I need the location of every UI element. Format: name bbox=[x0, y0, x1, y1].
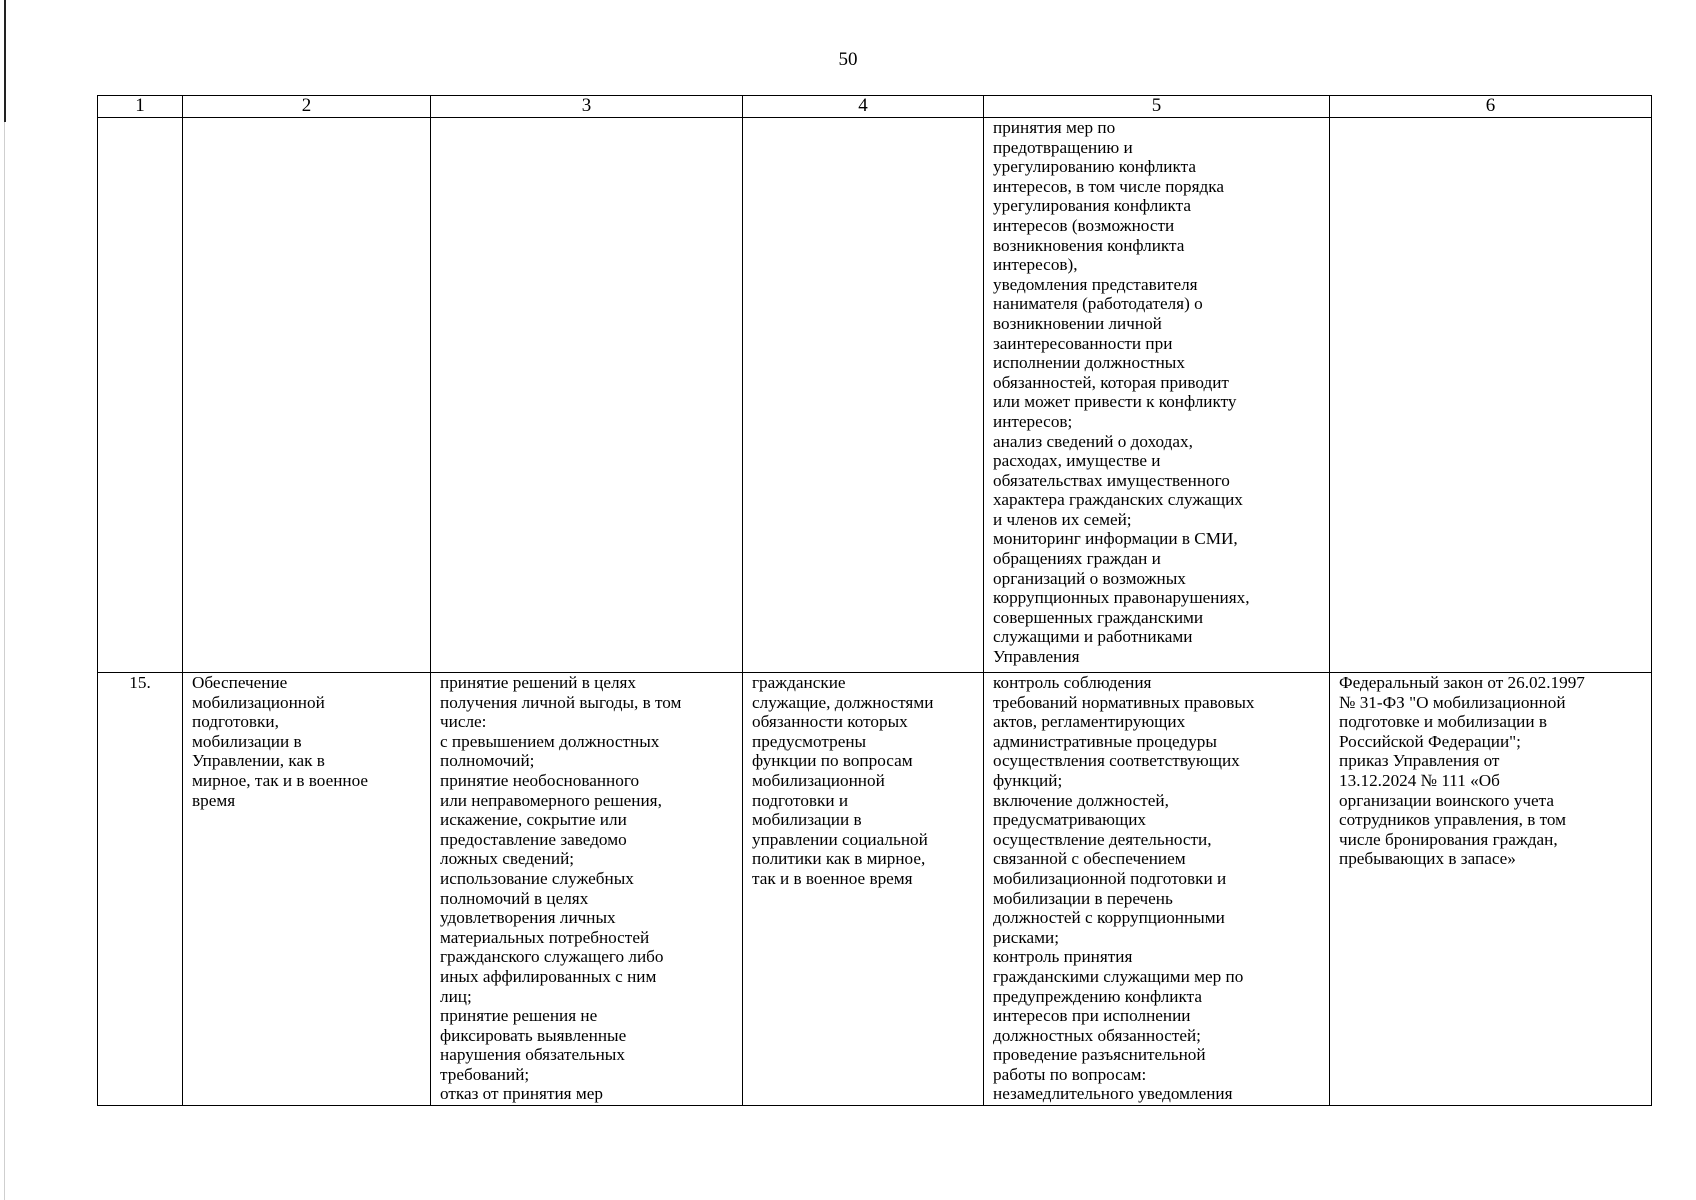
risks-text: принятие решений в целях получения личной выгоды, в том числе: с превышением должностных полномочий; принятие необоснованного или неправомерного решения, искажение, сокрытие или предоставление заведомо ложных сведений; использование служебных полномочий в целях удовлетворения личных материальных потребностей гражданского служащего либо иных аффилированных с ним лиц; принятие решения не фиксировать выявленные нарушения обязательных требований; отказ от принятия мер bbox=[440, 673, 682, 1104]
risk-area-text: Обеспечение мобилизационной подготовки, мобилизации в Управлении, как в мирное, так и в военное время bbox=[192, 673, 369, 810]
positions-cell bbox=[743, 673, 984, 1106]
measures-text: контроль соблюдения требований нормативных правовых актов, регламентирующих административные процедуры осуществления соответствующих функций; включение должностей, предусматривающих осуществление деятельности, связанной с обеспечением мобилизационной подготовки и мобилизации в перечень должностей с коррупционными рисками; контроль принятия гражданскими служащими мер по предупреждению конфликта интересов при исполнении должностных обязанностей; проведение разъяснительной работы по вопросам: незамедлительного уведомления bbox=[993, 673, 1255, 1104]
column-header: 6 bbox=[1330, 96, 1652, 118]
legal-basis-cell bbox=[1330, 673, 1652, 1106]
page-number: 50 bbox=[838, 49, 858, 70]
row-number: 15. bbox=[98, 673, 183, 1106]
column-header: 3 bbox=[431, 96, 743, 118]
risk-area-cell bbox=[183, 673, 431, 1106]
table-row bbox=[98, 118, 1652, 673]
column-header: 1 bbox=[98, 96, 183, 118]
risks-cell bbox=[431, 673, 743, 1106]
measures-text: принятия мер по предотвращению и урегулированию конфликта интересов, в том числе порядка урегулирования конфликта интересов (возможности возникновения конфликта интересов), уведомления представителя нанимателя (работодателя) о возникновении личной заинтересованности при исполнении должностных обязанностей, которая приводит или может привести к конфликту интересов; анализ сведений о доходах, расходах, имуществе и обязательствах имущественного характера гражданских служащих и членов их семей; мониторинг информации в СМИ, обращениях граждан и организаций о возможных коррупционных правонарушениях, совершенных гражданскими служащими и работниками Управления bbox=[993, 118, 1250, 667]
risk-area-cell bbox=[183, 118, 431, 673]
binding-edge-shadow bbox=[4, 122, 5, 1200]
column-header: 5 bbox=[984, 96, 1330, 118]
risks-cell bbox=[431, 118, 743, 673]
table-row bbox=[98, 673, 1652, 1106]
row-number bbox=[98, 118, 183, 673]
measures-cell bbox=[984, 673, 1330, 1106]
legal-basis-cell bbox=[1330, 118, 1652, 673]
measures-cell bbox=[984, 118, 1330, 673]
column-header: 2 bbox=[183, 96, 431, 118]
positions-cell bbox=[743, 118, 984, 673]
risk-table bbox=[97, 95, 1652, 1106]
header-row bbox=[98, 96, 1652, 118]
legal-basis-text: Федеральный закон от 26.02.1997 № 31-ФЗ "О мобилизационной подготовке и мобилизации в Российской Федерации"; приказ Управления от 13.12.2024 № 111 «Об организации воинского учета сотрудников управления, в том числе бронирования граждан, пребывающих в запасе» bbox=[1339, 673, 1585, 869]
positions-text: гражданские служащие, должностями обязанности которых предусмотрены функции по вопросам мобилизационной подготовки и мобилизации в управлении социальной политики как в мирное, так и в военное время bbox=[752, 673, 934, 888]
column-header: 4 bbox=[743, 96, 984, 118]
